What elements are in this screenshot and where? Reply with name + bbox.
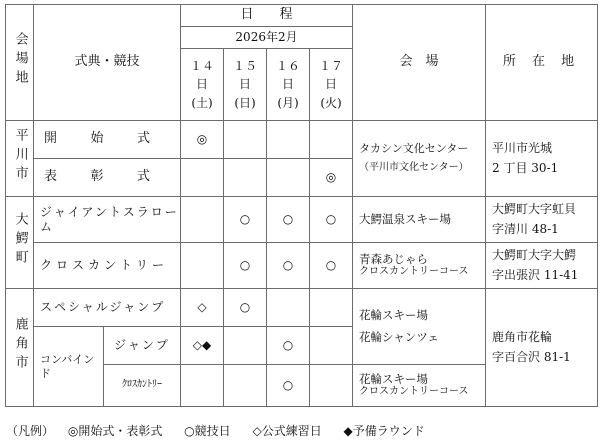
header-schedule: 日 程	[181, 5, 353, 27]
legend-item-reserve: ◆予備ラウンド	[343, 424, 425, 438]
cell-cxc-16: ○	[267, 365, 310, 407]
address-kazuno: 鹿角市花輪 字百合沢 81-1	[486, 289, 598, 407]
cell-cxc-14	[181, 365, 224, 407]
region-owani: 大鰐町	[6, 197, 34, 289]
day-14: １４ 日 (土)	[181, 49, 224, 121]
venue-kazuno-jump: 花輪スキー場 花輪シャンツェ	[353, 289, 486, 365]
cell-cjump-14: ◇◆	[181, 327, 224, 365]
cell-opening-15	[224, 121, 267, 159]
region-hirakawa: 平川市	[6, 121, 34, 197]
schedule-table	[5, 4, 598, 407]
venue-owani-giant: 大鰐温泉スキー場	[353, 197, 486, 243]
cell-opening-17	[310, 121, 353, 159]
cell-opening-14: ◎	[181, 121, 224, 159]
event-combined: コンバインド	[34, 327, 104, 407]
cell-awards-17: ◎	[310, 159, 353, 197]
day-17: １７ 日 (火)	[310, 49, 353, 121]
cell-giant-16: ○	[267, 197, 310, 243]
venue-hirakawa: タカシン文化センター （平川市文化センター）	[353, 121, 486, 197]
cell-awards-14	[181, 159, 224, 197]
cell-cjump-17	[310, 327, 353, 365]
cell-giant-17: ○	[310, 197, 353, 243]
address-owani-giant: 大鰐町大字虹貝 字清川 48-1	[486, 197, 598, 243]
venue-owani-cross: 青森あじゃら クロスカントリーコース	[353, 243, 486, 289]
cell-cjump-16: ○	[267, 327, 310, 365]
event-combined-xc: ｸﾛｽｶﾝﾄﾘｰ	[104, 365, 181, 407]
legend-title: （凡例）	[6, 424, 55, 438]
event-combined-jump: ジャンプ	[104, 327, 181, 365]
header-address: 所 在 地	[486, 5, 598, 121]
venue-kazuno-xc: 花輪スキー場 クロスカントリーコース	[353, 365, 486, 407]
header-event: 式典・競技	[34, 5, 181, 121]
cell-giant-15: ○	[224, 197, 267, 243]
header-year-month: 2026年2月	[181, 27, 353, 49]
day-15: １５ 日 (日)	[224, 49, 267, 121]
legend-item-ceremony: ◎開始式・表彰式	[67, 424, 163, 438]
cell-cxc-15	[224, 365, 267, 407]
cell-awards-16	[267, 159, 310, 197]
event-giant-slalom: ジャイアントスラローム	[34, 197, 181, 243]
cell-special-15: ○	[224, 289, 267, 327]
cell-cross-14	[181, 243, 224, 289]
cell-cjump-15	[224, 327, 267, 365]
legend-item-competition: ○競技日	[184, 424, 231, 438]
event-special-jump: スペシャルジャンプ	[34, 289, 181, 327]
cell-special-14: ◇	[181, 289, 224, 327]
legend-item-practice: ◇公式練習日	[252, 424, 322, 438]
cell-cxc-17	[310, 365, 353, 407]
address-owani-cross: 大鰐町大字大鰐 字出張沢 11-41	[486, 243, 598, 289]
address-hirakawa: 平川市光城 2 丁目 30-1	[486, 121, 598, 197]
cell-cross-17: ○	[310, 243, 353, 289]
cell-special-17	[310, 289, 353, 327]
cell-opening-16	[267, 121, 310, 159]
cell-cross-15: ○	[224, 243, 267, 289]
event-cross-country: クロスカントリー	[34, 243, 181, 289]
cell-special-16	[267, 289, 310, 327]
legend	[6, 422, 443, 439]
header-region: 会場地	[6, 5, 34, 121]
cell-cross-16: ○	[267, 243, 310, 289]
cell-awards-15	[224, 159, 267, 197]
event-awards: 表 彰 式	[34, 159, 181, 197]
event-opening: 開 始 式	[34, 121, 181, 159]
day-16: １６ 日 (月)	[267, 49, 310, 121]
header-venue: 会 場	[353, 5, 486, 121]
cell-giant-14	[181, 197, 224, 243]
region-kazuno: 鹿角市	[6, 289, 34, 407]
